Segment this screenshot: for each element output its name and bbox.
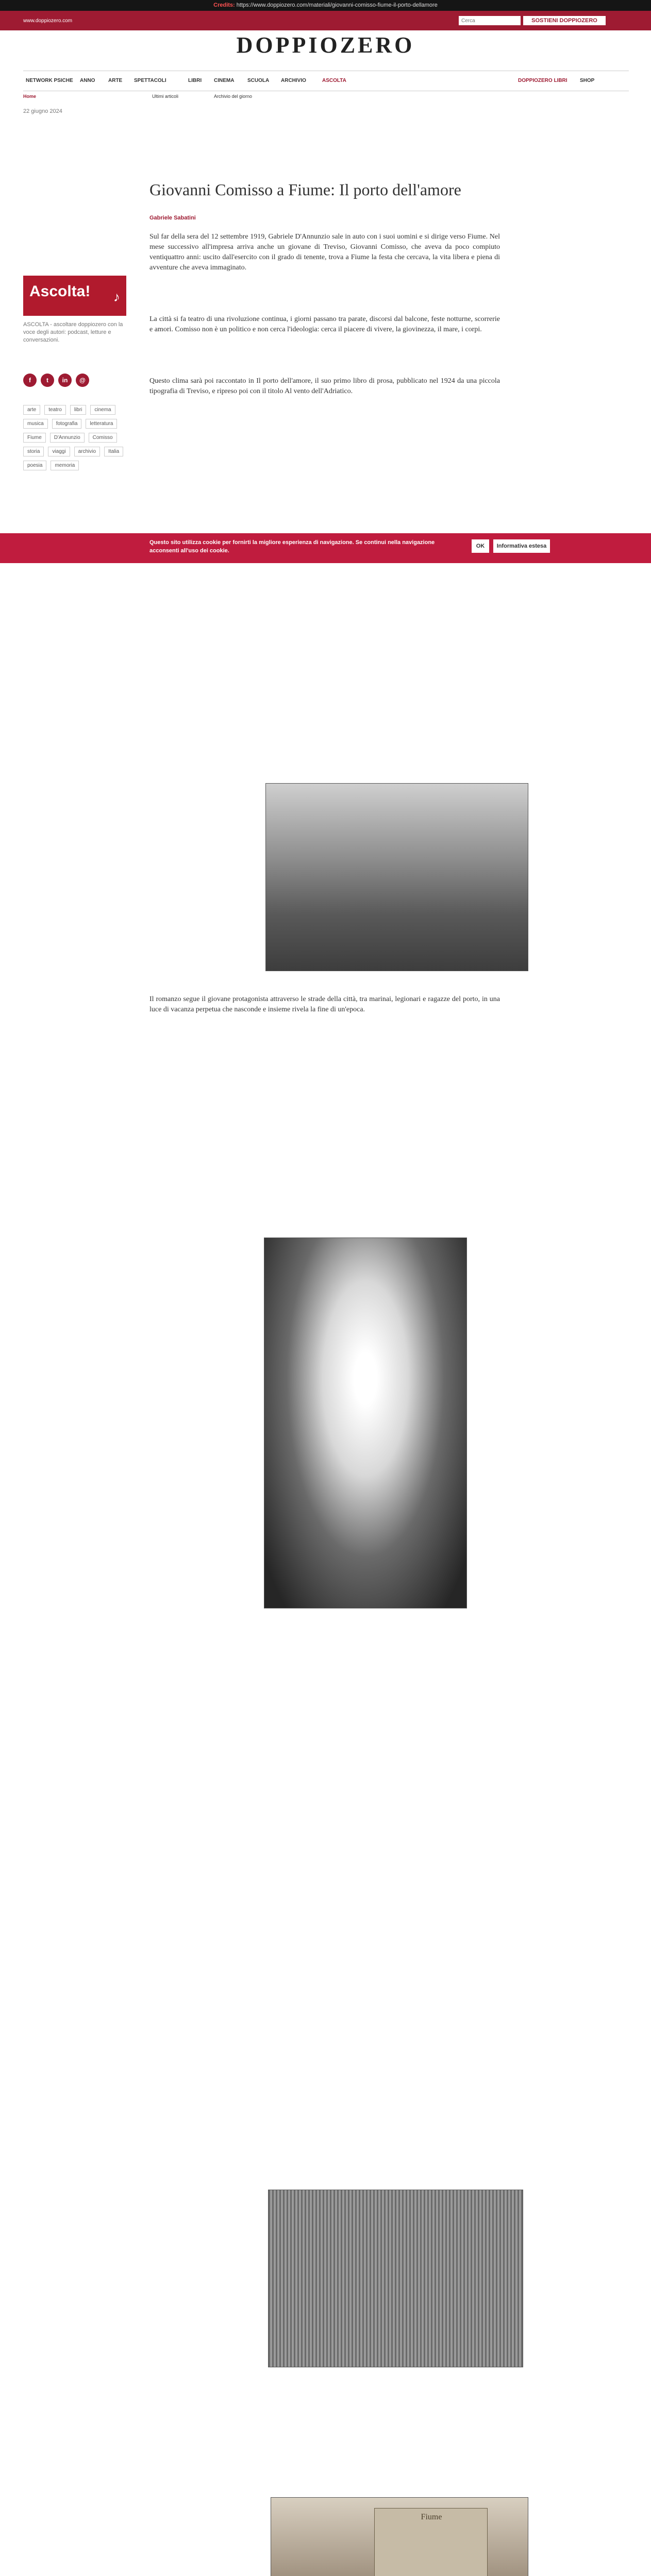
nav-item[interactable]: SCUOLA (247, 78, 270, 83)
nav-item[interactable]: ANNO (80, 78, 95, 83)
sostieni-button[interactable]: SOSTIENI DOPPIOZERO (523, 16, 606, 25)
cookie-text: Questo sito utilizza cookie per fornirti la migliore esperienza di navigazione. Se continui nella navigazione acconsenti all'uso dei cookie. (149, 539, 435, 554)
tag[interactable]: letteratura (86, 419, 117, 429)
tag[interactable]: Italia (104, 447, 123, 456)
comisso-portrait-photo (264, 1238, 467, 1608)
article-paragraph: Questo clima sarà poi raccontato in Il porto dell'amore, il suo primo libro di prosa, pubblicato nel 1924 da una piccola tipografia di Treviso, e ripreso poi con il titolo Al vento dell'Adriatico. (149, 377, 500, 395)
subnav-ultimi[interactable]: Ultimi articoli (152, 94, 179, 99)
subnav-archivio[interactable]: Archivio del giorno (214, 94, 253, 99)
cookie-banner (0, 533, 651, 563)
nav-doppiozero-libri[interactable]: DOPPIOZERO LIBRI (518, 78, 567, 83)
tag[interactable]: musica (23, 419, 48, 429)
credits-label: Credits: (213, 2, 235, 8)
fiume-postcard-photo (271, 2497, 528, 2576)
tag[interactable]: fotografia (52, 419, 82, 429)
article-title: Giovanni Comisso a Fiume: Il porto dell'amore (149, 180, 461, 199)
ascolta-title: Ascolta! (29, 283, 91, 300)
tag[interactable]: archivio (74, 447, 100, 456)
nav-item[interactable]: NETWORK PSICHE (26, 78, 73, 83)
ascolta-banner[interactable] (23, 276, 126, 316)
nav-item[interactable]: CINEMA (214, 78, 235, 83)
article-paragraph: La città si fa teatro di una rivoluzione continua, i giorni passano tra parate, discorsi dal balcone, feste notturne, scorrerie e amori. Comisso non è un politico e non cerca l'ideologia: cerca il piacere di vivere, la giovinezza, il mare, i corpi. (149, 315, 500, 333)
credits-url[interactable]: https://www.doppiozero.com/materiali/giovanni-comisso-fiume-il-porto-dellamore (236, 2, 438, 8)
twitter-icon[interactable]: t (41, 374, 54, 387)
tag[interactable]: teatro (44, 405, 66, 415)
social-share (23, 374, 126, 389)
tag[interactable]: memoria (51, 461, 79, 470)
nav-item[interactable]: ARTE (108, 78, 123, 83)
article-paragraph: Il romanzo segue il giovane protagonista attraverso le strade della città, tra marinai, legionari e ragazze del porto, in una luce di vacanza perpetua che nasconde e insieme rivela la fine di un'epoca. (149, 995, 500, 1013)
nav-item[interactable]: LIBRI (188, 78, 202, 83)
article-author[interactable]: Gabriele Sabatini (149, 215, 196, 221)
linkedin-icon[interactable]: in (58, 374, 72, 387)
nav-item-ascolta[interactable]: ASCOLTA (322, 78, 346, 83)
email-icon[interactable]: @ (76, 374, 89, 387)
nav-item[interactable]: SPETTACOLI (134, 78, 166, 83)
nav-item[interactable]: ARCHIVIO (281, 78, 306, 83)
tag[interactable]: arte (23, 405, 40, 415)
sub-nav (23, 92, 629, 103)
tag[interactable]: Comisso (89, 433, 117, 443)
tag[interactable]: D'Annunzio (50, 433, 85, 443)
vintage-car-photo (265, 783, 528, 971)
tag[interactable]: viaggi (48, 447, 70, 456)
facebook-icon[interactable]: f (23, 374, 37, 387)
search-input[interactable] (459, 16, 521, 25)
sidebar (23, 108, 126, 468)
postcard-label: Fiume (421, 2513, 442, 2521)
breadcrumb-home[interactable]: Home (23, 94, 37, 99)
ascolta-description: ASCOLTA - ascoltare doppiozero con la voce degli autori: podcast, letture e conversazioni. (23, 321, 123, 343)
cookie-info-button[interactable]: Informativa estesa (493, 539, 550, 553)
fiume-crowd-photo (268, 2190, 523, 2367)
site-logo[interactable]: DOPPIOZERO (236, 32, 415, 58)
postcard (374, 2508, 488, 2576)
tag[interactable]: poesia (23, 461, 46, 470)
tag[interactable]: storia (23, 447, 44, 456)
headphones-icon: ♪ (113, 289, 120, 304)
top-strip (0, 11, 651, 30)
nav-shop[interactable]: SHOP (580, 78, 595, 83)
tag[interactable]: cinema (90, 405, 115, 415)
tag[interactable]: libri (70, 405, 87, 415)
article-date: 22 giugno 2024 (23, 108, 62, 114)
article-paragraph: Sul far della sera del 12 settembre 1919, Gabriele D'Annunzio sale in auto con i suoi uomini e si dirige verso Fiume. Nel mese successivo all'impresa arriva anche un giovane di Treviso, Giovanni Comisso, che aveva da poco compiuto ventiquattro anni: uscito dall'esercito con il grado di tenente, trova a Fiume la festa che cercava, la vita libera e piena di avventure che aveva immaginato. (149, 233, 500, 272)
site-url[interactable]: www.doppiozero.com (23, 18, 73, 24)
tag[interactable]: Fiume (23, 433, 46, 443)
cookie-ok-button[interactable]: OK (472, 539, 489, 553)
tag-cloud (23, 404, 126, 474)
credits-bar (0, 0, 651, 11)
main-nav (23, 71, 629, 91)
